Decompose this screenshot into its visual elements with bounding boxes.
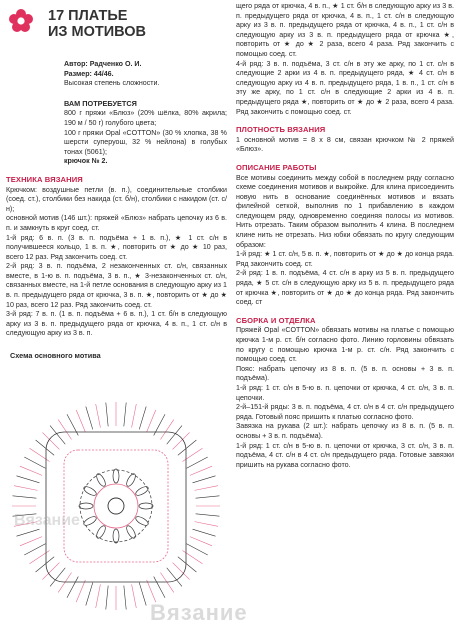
diagram-stitch-ray xyxy=(196,496,220,498)
flower-icon xyxy=(8,8,34,34)
diagram-stitch-ray xyxy=(86,583,93,606)
diagram-stitch-ray xyxy=(167,426,182,445)
diagram-stitch-ray xyxy=(173,432,190,449)
density-text: 1 основной мотив = 8 х 8 см, связан крючком № 2 пряжей «Блюз». xyxy=(236,135,454,154)
diagram-stitch-ray xyxy=(96,404,101,428)
diagram-stitch-ray xyxy=(58,420,71,440)
diagram-stitch-ray xyxy=(190,537,212,546)
diagram-stitch-ray xyxy=(36,440,55,455)
diagram-stitch-ray xyxy=(42,563,59,580)
diagram-stitch-ray xyxy=(193,529,216,536)
diagram-stitch-ray xyxy=(13,496,37,498)
diagram-stitch-ray xyxy=(196,514,220,516)
diagram-stitch-ray xyxy=(139,583,146,606)
page-title xyxy=(48,9,146,40)
right-p2: 4-й ряд: 3 в. п. подъёма, 3 ст. с/н в эту же арку, по 1 ст. с/н в следующие 2 арки из 4 в. п. предыдущего ряда, ★ 4 ст. с/н в следующую арку из 4 в. п. предыдущего ряда, 1 в. п., 1 ст. с/н в эту же арку, по 1 ст. с/н в следующие 2 арки из 4 в. п. предыдущего ряда ★, повторить от ★ до ★ 2 раза, всего 4 раза. Ряд закончить с помощью соед. ст. xyxy=(236,59,454,116)
diagram-stitch-ray xyxy=(132,404,137,428)
size: Размер: 44/46. xyxy=(64,69,114,78)
diagram-stitch-ray xyxy=(20,466,42,475)
diagram-center-ring xyxy=(108,498,124,514)
left-column xyxy=(6,0,227,361)
diagram-stitch-ray xyxy=(24,544,45,555)
assembly-p6: 1-й ряд: 1 ст. с/н в 5-ю в. п. цепочки от крючка, 3 ст. с/н, 3 в. п. подъёма, 4 ст. с/н в 4 ст. с/н предыдущего ряда. Готовые завязки пришить на рукава согласно фото. xyxy=(236,441,454,469)
diagram-stitch-ray xyxy=(187,457,208,468)
diagram-petal xyxy=(125,524,137,539)
diagram-stitch-ray xyxy=(183,550,203,563)
diagram-stitch-ray xyxy=(193,476,216,483)
work-p2: 1-й ряд: ★ 1 ст. с/н, 5 в. п. ★, повторить от ★ до ★ до конца ряда. Ряд закончить соед. ст. xyxy=(236,250,454,268)
title-line-2: ИЗ МОТИВОВ xyxy=(48,23,147,40)
diagram-petals xyxy=(79,469,153,543)
diagram-petal xyxy=(113,529,119,543)
diagram-rays xyxy=(12,402,220,610)
materials-line-1: 800 г пряжи «Блюз» (20% шёлка, 80% акрила; 190 м / 50 г) голубого цвета; xyxy=(64,109,227,127)
diagram-stitch-ray xyxy=(190,466,212,475)
diagram-stitch-ray xyxy=(36,557,55,572)
diagram-stitch-ray xyxy=(14,486,38,491)
diagram-petal xyxy=(95,472,107,487)
diagram-petal xyxy=(134,485,149,497)
diagram-stitch-ray xyxy=(30,550,50,563)
assembly-p4: 2-й–151-й ряды: 3 в. п. подъёма, 4 ст. с/н в 4 ст. с/н предыдущего ряда. Готовый пояс пришить к платью согласно фото. xyxy=(236,403,454,421)
diagram-stitch-ray xyxy=(50,568,65,587)
diagram-mid-square xyxy=(64,450,168,562)
diagram-stitch-ray xyxy=(194,522,218,527)
materials-line-3: крючок № 2. xyxy=(64,157,108,166)
work-p1: Все мотивы соединить между собой в последнем ряду согласно схеме соединения мотивов и выкройке. Для клина присоединить новую нить в основание соединённых мотивов и вязать филейной сеткой, выполнив по 1 прибавлению в каждом следующем ряду, одновременно соединяя полосы из мотивов. Нить отрезать. Таким образом выполнить 4 клина. В последнем клине нить не отрезать. Низ юбки обвязать по кругу следующим образом: xyxy=(236,173,454,249)
diagram-stitch-ray xyxy=(124,586,126,610)
technique-heading: ТЕХНИКА ВЯЗАНИЯ xyxy=(6,174,83,184)
diagram-stitch-ray xyxy=(194,486,218,491)
diagram-stitch-ray xyxy=(160,420,173,440)
diagram-stitch-ray xyxy=(16,529,39,536)
diagram-stitch-ray xyxy=(147,580,156,602)
diagram-stitch-ray xyxy=(76,580,85,602)
technique-p4: 2-й ряд: 3 в. п. подъёма, 2 незаконченных ст. с/н, связанных вместе, в 1-ю в. п. подъёма, 3 в. п., ★ 3-незаконченных ст. с/н, связанных вместе, на 1-й петле основания в следующую арку из 1 в. п. предыдущего ряда от крючка, 3 в. п. ★, повторить от ★ до ★ 10 раз, всего 12 раз. Ряд закончить соед. ст. xyxy=(6,262,227,309)
diagram-stitch-ray xyxy=(86,406,93,429)
diagram-stitch-ray xyxy=(160,573,173,593)
technique-p1: Крючком: воздушные петли (в. п.), соединительные столбики (соед. ст.), столбики без накида (ст. б/н), столбики с накидом (ст. с/н); xyxy=(6,185,227,213)
diagram-petal xyxy=(95,524,107,539)
technique-p2: основной мотив (146 шт.): пряжей «Блюз» набрать цепочку из 6 в. п. и замкнуть в круг соед. ст. xyxy=(6,214,227,232)
watermark-left: Вязание xyxy=(14,512,80,529)
technique-p5: 3-й ряд: 7 в. п. (1 в. п. подъёма + 6 в. п.), 1 ст. б/н в следующую арку из 3 в. п. предыдущего ряда от крючка, 4 в. п., 1 ст. с/н в следующую арку из 3 в. п. xyxy=(6,310,227,338)
diagram-stitch-ray xyxy=(20,537,42,546)
title-line-1: 17 ПЛАТЬЕ xyxy=(48,8,128,24)
diagram-stitch-ray xyxy=(178,440,197,455)
author: Автор: Радченко О. И. xyxy=(64,60,142,68)
diagram-stitch-ray xyxy=(96,584,101,608)
work-heading: ОПИСАНИЕ РАБОТЫ xyxy=(236,162,317,172)
assembly-heading: СБОРКА И ОТДЕЛКА xyxy=(236,315,316,325)
diagram-petal xyxy=(134,515,149,527)
diagram-stitch-ray xyxy=(24,457,45,468)
diagram-petal xyxy=(113,469,119,483)
assembly-p2: Пояс: набрать цепочку из 8 в. п. (5 в. п. основы + 3 в. п. подъёма). xyxy=(236,364,454,383)
diagram-outer-square xyxy=(46,432,186,582)
density-heading: ПЛОТНОСТЬ ВЯЗАНИЯ xyxy=(236,125,326,135)
diagram-stitch-ray xyxy=(183,448,203,461)
diagram-stitch-ray xyxy=(76,410,85,432)
diagram-petal xyxy=(79,503,93,509)
assembly-p5: Завязка на рукава (2 шт.): набрать цепочку из 8 в. п. (5 в. п. основы + 3 в. п. подъёма). xyxy=(236,422,454,440)
work-p3: 2-й ряд: 1 в. п. подъёма, 4 ст. с/н в арку из 5 в. п. предыдущего ряда, ★ 5 ст. с/н в следующую арку из 5 в. п. предыдущего ряда от крючка ★, повторить от ★ до ★ до конца ряда. Ряд закончить соед. ст xyxy=(236,269,454,307)
diagram-stitch-ray xyxy=(147,410,156,432)
diagram-stitch-ray xyxy=(106,403,108,427)
assembly-p1: Пряжей Opal «COTTON» обвязать мотивы на платье с помощью крючка 1-м р. ст. б/н согласно фото. Линию горловины обвязать по кругу с помощью крючка 1-м р. ст. с/н. Ряд закончить с помощью соед. ст. xyxy=(236,326,454,364)
diagram-stitch-ray xyxy=(58,573,71,593)
diagram-ring-mid xyxy=(94,484,138,528)
diagram-stitch-ray xyxy=(106,586,108,610)
diagram-petal xyxy=(82,515,97,527)
watermark-right: Вязание xyxy=(150,600,248,625)
diagram-petal xyxy=(125,472,137,487)
meta-block xyxy=(64,60,227,89)
diagram-stitch-ray xyxy=(167,568,182,587)
right-p1: щего ряда от крючка, 4 в. п., ★ 1 ст. б/н в следующую арку из 3 в. п. предыдущего ряда от крючка, 4 в. п., 1 ст. с/н в следующую арку из 3 в. п. предыдущего ряда от крючка, 4 в. п., 1 ст. с/н в следующую арку из 3 в. п. предыдущего ряда от крючка ★, повторить от ★ до ★ 2 раза, всего 4 раза. Ряд закончить с помощью соед. ст. xyxy=(236,2,454,58)
diagram-stitch-ray xyxy=(42,432,59,449)
diagram-petal xyxy=(82,485,97,497)
diagram-stitch-ray xyxy=(67,577,78,598)
diagram-stitch-ray xyxy=(132,584,137,608)
diagram-stitch-ray xyxy=(50,426,65,445)
materials-heading: ВАМ ПОТРЕБУЕТСЯ xyxy=(64,98,137,108)
right-column xyxy=(236,2,454,470)
assembly-p3: 1-й ряд: 1 ст. с/н в 5-ю в. п. цепочки от крючка, 4 ст. с/н, 3 в. п. цепочки. xyxy=(236,383,454,402)
diagram-title: Схема основного мотива xyxy=(10,351,101,361)
diagram-stitch-ray xyxy=(187,544,208,555)
technique-p3: 1-й ряд: 6 в. п. (3 в. п. подъёма + 1 в. п.), ★ 1 ст. с/н в получившееся кольцо, 1 в. п. ★, повторить от ★ до ★ 10 раз, всего 12 раз. Ряд закончить соед. ст. xyxy=(6,233,227,261)
diagram-petal xyxy=(139,503,153,509)
materials-block xyxy=(64,99,227,167)
article-header xyxy=(6,0,227,64)
diagram-stitch-ray xyxy=(124,403,126,427)
diagram-stitch-ray xyxy=(178,557,197,572)
materials-line-2: 100 г пряжи Opal «COTTON» (30 % хлопка, 38 % шерсти суперуош, 32 % нейлона) в голубых тонах (5061); xyxy=(64,128,227,156)
diagram-stitch-ray xyxy=(30,448,50,461)
diagram-ring-outer xyxy=(80,470,152,542)
diagram-stitch-ray xyxy=(16,476,39,483)
diagram-stitch-ray xyxy=(154,577,165,598)
difficulty: Высокая степень сложности. xyxy=(64,79,160,88)
diagram-stitch-ray xyxy=(173,563,190,580)
diagram-stitch-ray xyxy=(139,406,146,429)
